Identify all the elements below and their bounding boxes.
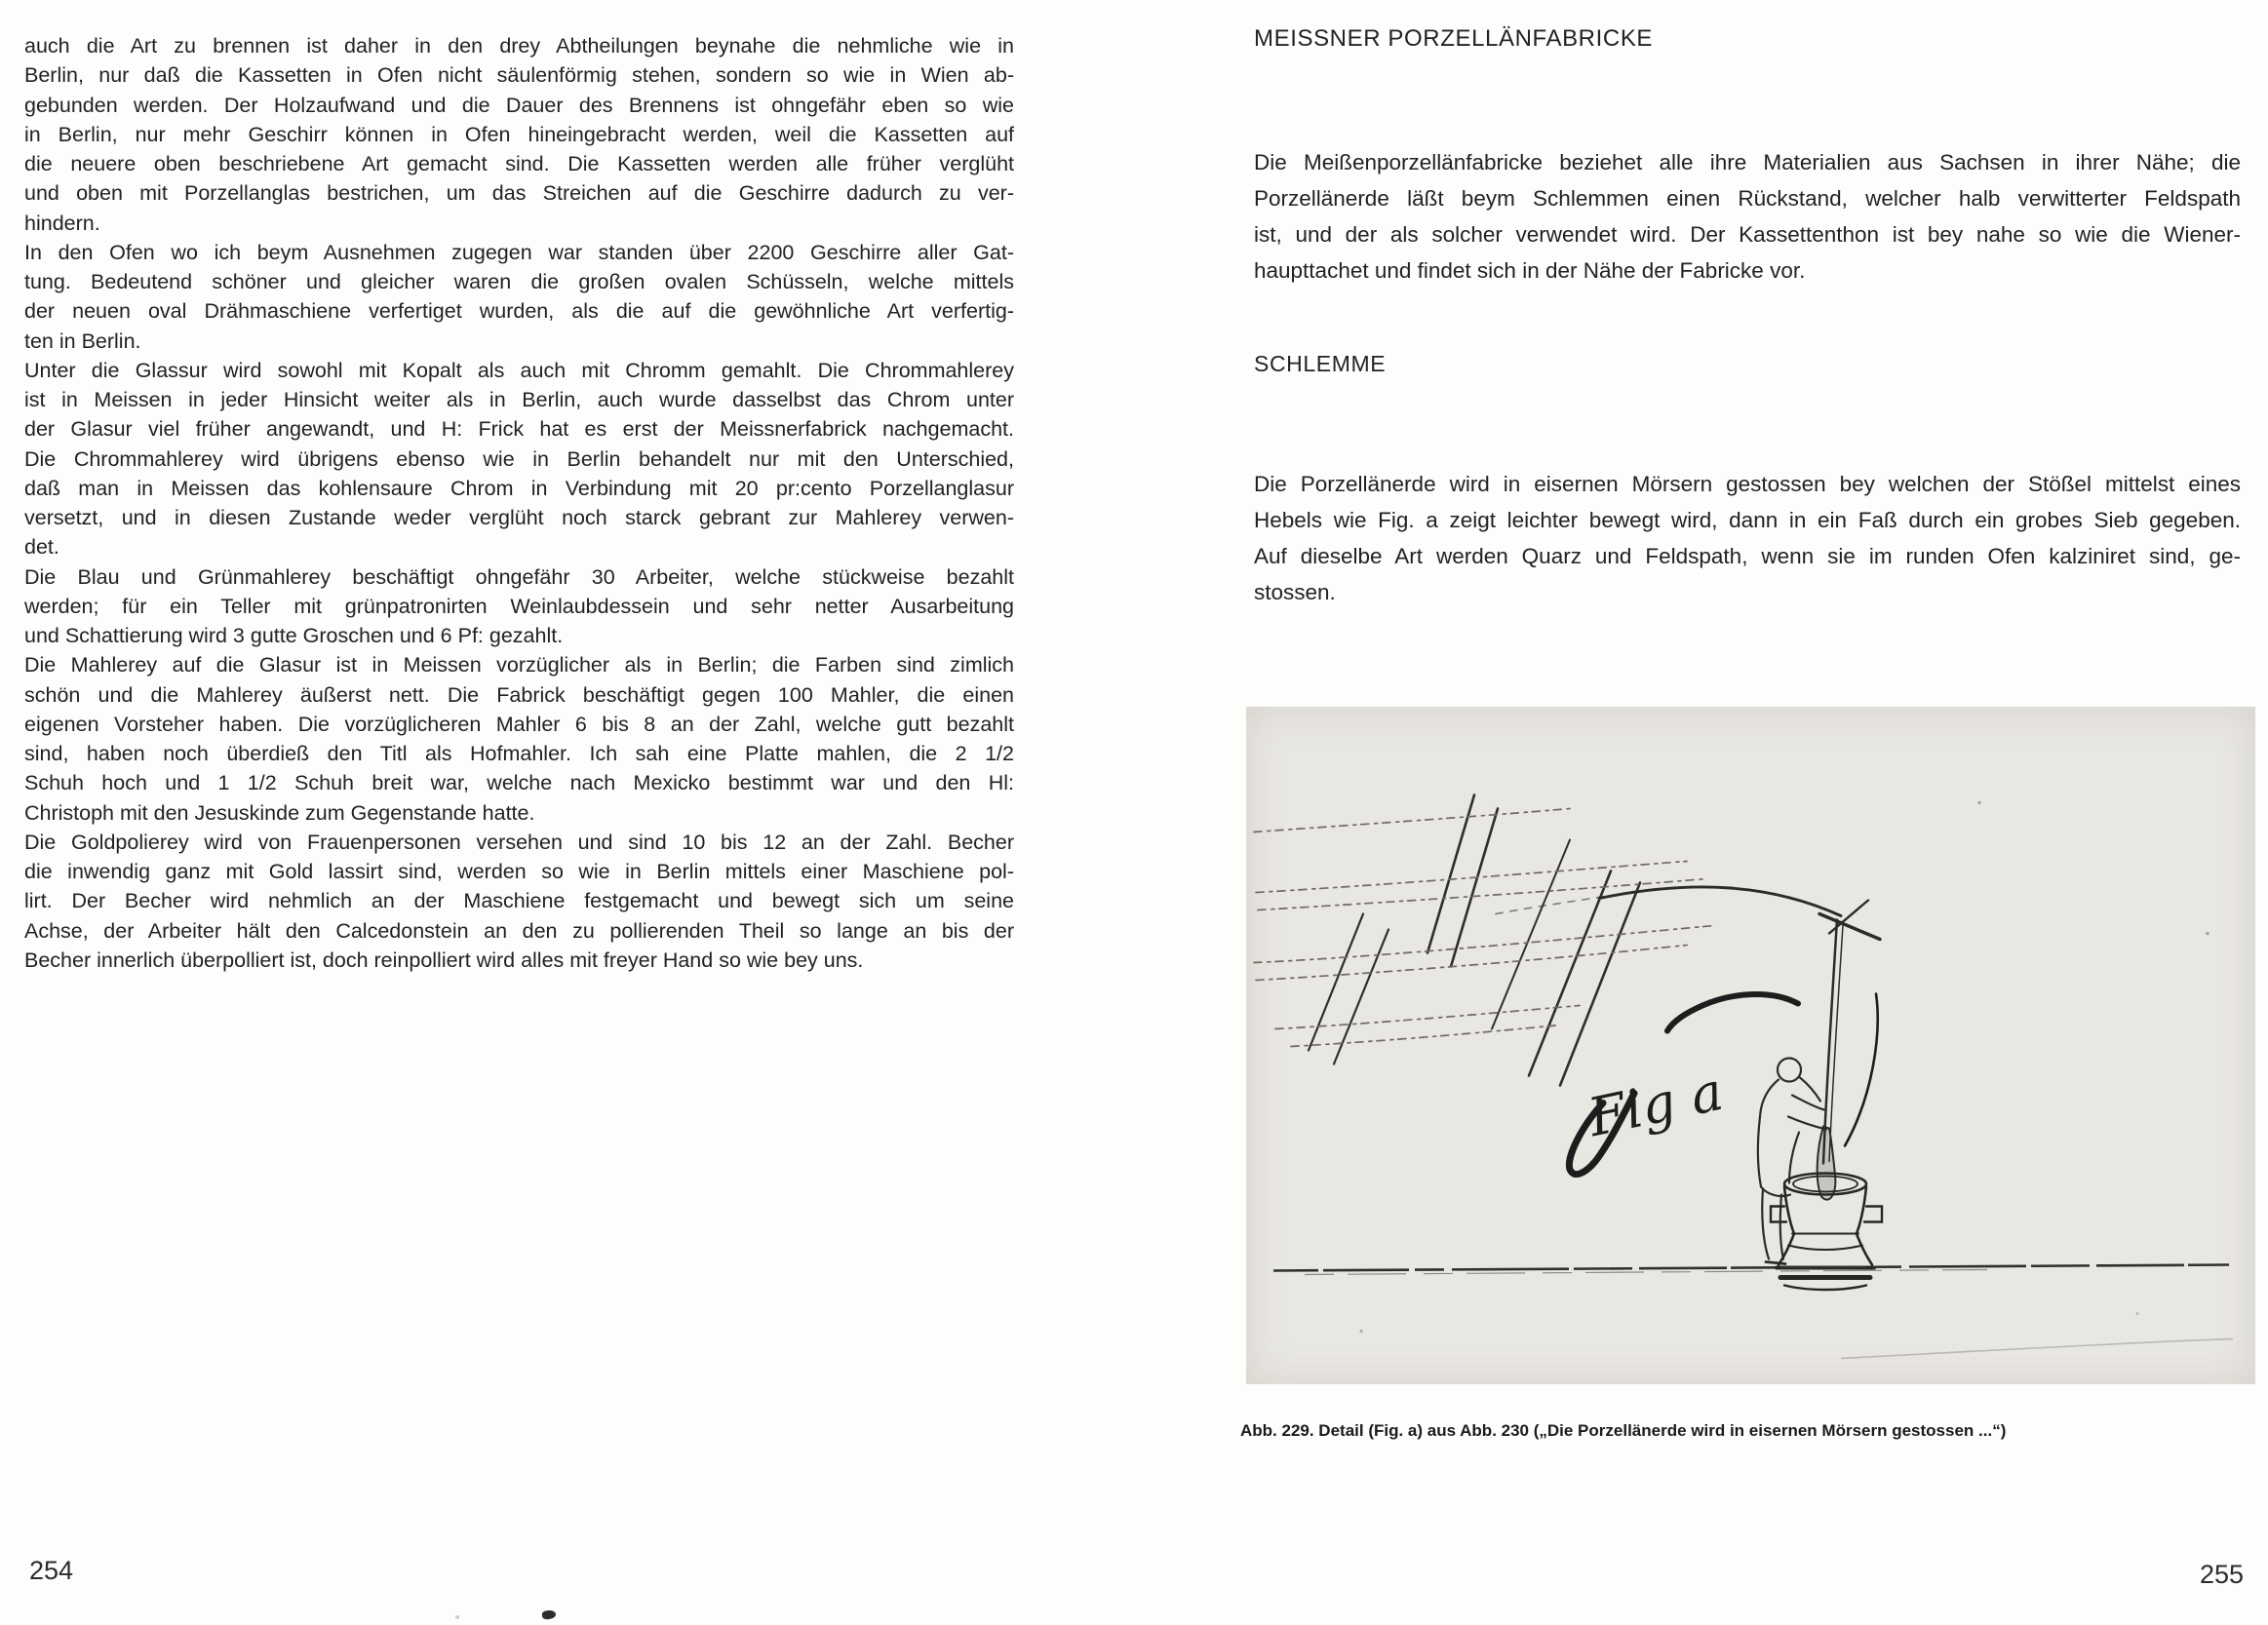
text-line: tung. Bedeutend schöner und gleicher waren die großen ovalen Schüsseln, welche mittels — [24, 270, 1014, 293]
text-line: versetzt, und in diesen Zustande weder verglüht noch starck gebrant zur Mahlerey verwen- — [24, 506, 1014, 529]
text-line: hindern. — [24, 211, 100, 235]
page-number-right: 255 — [2200, 1560, 2245, 1589]
text-line: ten in Berlin. — [24, 329, 141, 353]
text-line: Hebels wie Fig. a zeigt leichter bewegt wird, dann in ein Faß durch ein grobes Sieb gegeben. — [1254, 508, 2241, 532]
text-line: auch die Art zu brennen ist daher in den drey Abtheilungen beynahe die nehmliche wie in — [24, 34, 1014, 58]
text-line: ist in Meissen in jeder Hinsicht weiter als in Berlin, auch wurde dasselbst das Chrom unter — [24, 388, 1014, 411]
chapter-heading: MEISSNER PORZELLÄNFABRICKE — [1254, 25, 1654, 52]
page-number-left: 254 — [29, 1556, 74, 1585]
hatch-marks — [1254, 795, 1714, 1086]
ground-line — [1273, 1265, 2229, 1275]
figure-caption: Abb. 229. Detail (Fig. a) aus Abb. 230 („Die Porzellänerde wird in eisernen Mörsern gestossen ...“) — [1240, 1421, 2007, 1440]
text-line: die neuere oben beschriebene Art gemacht sind. Die Kassetten werden alle früher verglüht — [24, 152, 1014, 175]
text-line: gebunden werden. Der Holzaufwand und die Dauer des Brennens ist ohngefähr eben so wie — [24, 93, 1014, 117]
text-line: werden; für ein Teller mit grünpatronirten Weinlaubdessein und sehr netter Ausarbeitung — [24, 594, 1014, 618]
figure-illustration — [1246, 707, 2255, 1384]
text-line: Die Chrommahlerey wird übrigens ebenso wie in Berlin behandelt nur mit den Unterschied, — [24, 446, 1014, 471]
text-line: und oben mit Porzellanglas bestrichen, um das Streichen auf die Geschirre dadurch zu ver- — [24, 181, 1014, 206]
text-line: lirt. Der Becher wird nehmlich an der Maschiene festgemacht und bewegt sich um seine — [24, 889, 1014, 913]
text-line: Christoph mit den Jesuskinde zum Gegenstande hatte. — [24, 800, 535, 825]
text-line: In den Ofen wo ich beym Ausnehmen zugegen war standen über 2200 Geschirre aller Gat- — [24, 240, 1014, 264]
text-line: det. — [24, 535, 59, 560]
scan-smudge — [541, 1609, 556, 1620]
text-line: ist, und der als solcher verwendet wird. Der Kassettenthon ist bey nahe so wie die Wiener- — [1254, 222, 2241, 247]
text-line: Die Mahlerey auf die Glasur ist in Meissen vorzüglicher als in Berlin; die Farben sind zimlich — [24, 653, 1014, 677]
text-line: Unter die Glassur wird sowohl mit Kopalt als auch mit Chromm gemahlt. Die Chrommahlerey — [24, 358, 1014, 382]
schlemme-paragraph — [1254, 466, 2241, 610]
svg-text:Fig a: Fig a — [1583, 1060, 1729, 1149]
scan-speck — [455, 1615, 459, 1619]
stray-line — [1841, 1339, 2233, 1359]
text-line: in Berlin, nur mehr Geschirr können in Ofen hineingebracht werden, weil die Kassetten auf — [24, 122, 1014, 146]
text-line: Auf dieselbe Art werden Quarz und Feldspath, wenn sie im runden Ofen kalziniret sind, ge- — [1254, 544, 2241, 568]
text-line: Achse, der Arbeiter hält den Calcedonstein an den zu pollierenden Theil so lange an bis der — [24, 918, 1014, 943]
text-line: die inwendig ganz mit Gold lassirt sind, werden so wie in Berlin mittels einer Maschiene pol- — [24, 860, 1014, 883]
text-line: Becher innerlich überpolliert ist, doch reinpolliert wird alles mit freyer Hand so wie bey uns. — [24, 948, 864, 972]
text-line: sind, haben noch überdieß den Titl als Hofmahler. Ich sah eine Platte mahlen, die 2 1/2 — [24, 742, 1014, 765]
text-line: haupttachet und findet sich in der Nähe der Fabricke vor. — [1254, 258, 1806, 283]
text-line: daß man in Meissen das kohlensaure Chrom in Verbindung mit 20 pr:cento Porzellanglasur — [24, 476, 1014, 500]
text-line: schön und die Mahlerey äußerst nett. Die Fabrick beschäftigt gegen 100 Mahler, die einen — [24, 682, 1014, 707]
text-line: der Glasur viel früher angewandt, und H: Frick hat es erst der Meissnerfabrick nachgemacht. — [24, 417, 1014, 442]
text-line: Berlin, nur daß die Kassetten in Ofen nicht säulenförmig stehen, sondern so wie in Wien ab- — [24, 63, 1014, 88]
text-line: der neuen oval Drähmaschiene verfertiget wurden, als die auf die gewöhnliche Art verfertig- — [24, 299, 1014, 324]
section-heading: SCHLEMME — [1254, 351, 1387, 376]
figure-sketch — [1246, 707, 2255, 1384]
text-line: eigenen Vorsteher haben. Die vorzüglicheren Mahler 6 bis 8 an der Zahl, welche gutt bezahlt — [24, 712, 1014, 736]
text-line: Porzellänerde läßt beym Schlemmen einen Rückstand, welcher halb verwitterter Feldspath — [1254, 186, 2241, 211]
intro-paragraph — [1254, 144, 2241, 289]
text-line: Die Meißenporzellänfabricke beziehet alle ihre Materialien aus Sachsen in ihrer Nähe; die — [1254, 150, 2241, 174]
text-line: Die Porzellänerde wird in eisernen Mörsern gestossen bey welchen der Stößel mittelst eines — [1254, 472, 2241, 496]
text-line: Die Goldpolierey wird von Frauenpersonen versehen und sind 10 bis 12 an der Zahl. Becher — [24, 830, 1014, 854]
text-line: und Schattierung wird 3 gutte Groschen und 6 Pf: gezahlt. — [24, 624, 564, 647]
text-line: Die Blau und Grünmahlerey beschäftigt ohngefähr 30 Arbeiter, welche stückweise bezahlt — [24, 564, 1014, 589]
pestle-rod — [1818, 920, 1843, 1200]
lever-line — [1496, 887, 1880, 940]
text-line: stossen. — [1254, 580, 1336, 604]
text-line: Schuh hoch und 1 1/2 Schuh breit war, welche nach Mexicko bestimmt war und den Hl: — [24, 771, 1014, 795]
left-page-text-column — [24, 31, 1014, 975]
